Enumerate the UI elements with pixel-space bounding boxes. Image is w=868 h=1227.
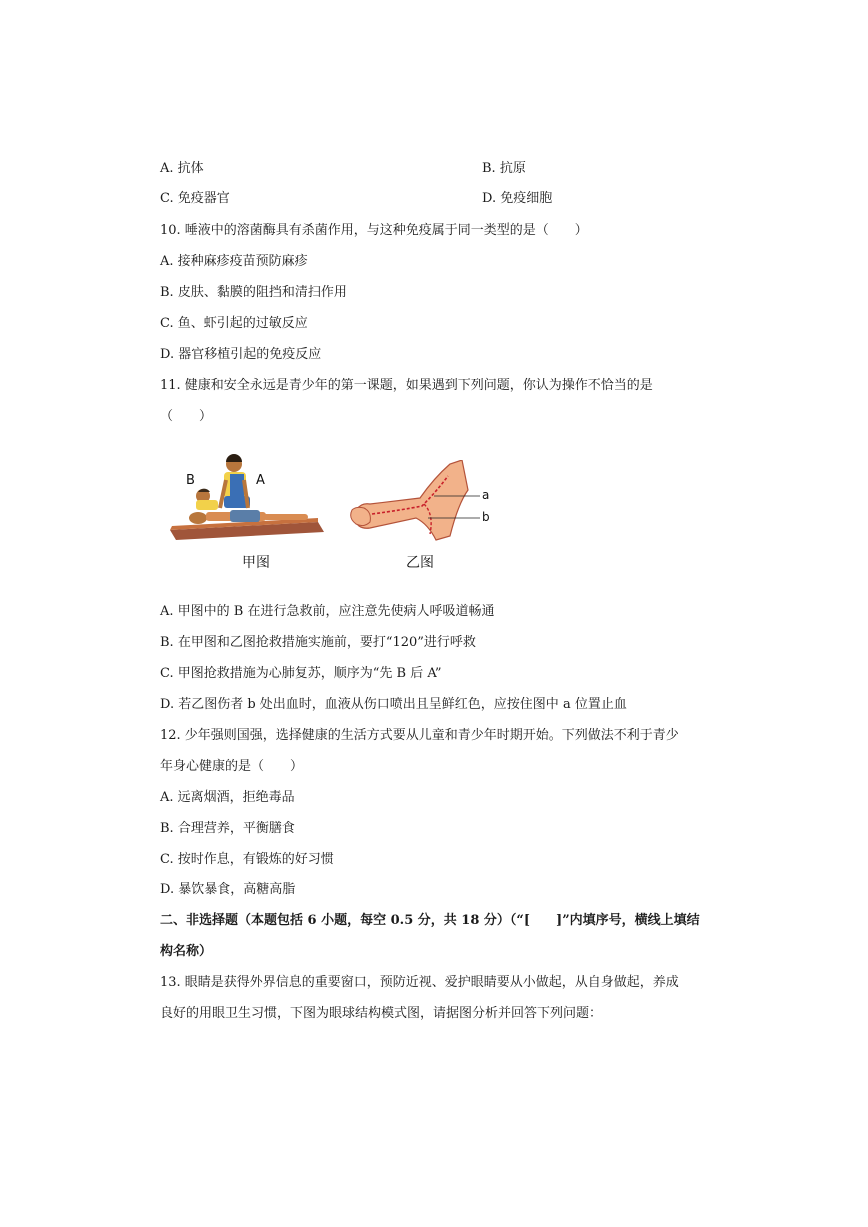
figure-caption-left: 甲图 bbox=[242, 555, 270, 571]
q10-option-c: C. 鱼、虾引起的过敏反应 bbox=[160, 316, 308, 331]
figure-label-A: A bbox=[256, 473, 265, 488]
section-heading-cont: 构名称） bbox=[160, 944, 213, 959]
q11-stem-bracket: （ ） bbox=[160, 409, 213, 424]
arm-figure-illustration bbox=[348, 460, 488, 550]
q9-option-b: B. 抗原 bbox=[482, 161, 526, 176]
q11-option-c: C. 甲图抢救措施为心肺复苏，顺序为“先 B 后 A” bbox=[160, 666, 442, 681]
q9-option-c: C. 免疫器官 bbox=[160, 191, 230, 206]
q11-option-b: B. 在甲图和乙图抢救措施实施前，要打“120”进行呼救 bbox=[160, 635, 476, 650]
q12-option-c: C. 按时作息，有锻炼的好习惯 bbox=[160, 852, 334, 867]
q11-option-a: A. 甲图中的 B 在进行急救前，应注意先使病人呼吸道畅通 bbox=[160, 604, 495, 619]
q10-option-d: D. 器官移植引起的免疫反应 bbox=[160, 347, 322, 362]
q9-option-d: D. 免疫细胞 bbox=[482, 191, 553, 206]
q12-option-a: A. 远离烟酒，拒绝毒品 bbox=[160, 790, 295, 805]
figure-caption-right: 乙图 bbox=[406, 555, 434, 571]
q10-stem: 10. 唾液中的溶菌酶具有杀菌作用，与这种免疫属于同一类型的是（ ） bbox=[160, 223, 588, 238]
figure-label-B: B bbox=[186, 473, 195, 488]
q9-option-a: A. 抗体 bbox=[160, 161, 204, 176]
q12-stem-cont: 年身心健康的是（ ） bbox=[160, 759, 304, 774]
section-heading: 二、非选择题（本题包括 6 小题，每空 0.5 分，共 18 分）（“[ ]”内填序号，横线上填结 bbox=[160, 913, 700, 928]
q12-option-d: D. 暴饮暴食，高糖高脂 bbox=[160, 882, 296, 897]
figure-label-b: b bbox=[482, 510, 490, 524]
figure-label-a: a bbox=[482, 488, 490, 502]
q11-stem: 11. 健康和安全永远是青少年的第一课题，如果遇到下列问题，你认为操作不恰当的是 bbox=[160, 378, 653, 393]
q13-stem: 13. 眼睛是获得外界信息的重要窗口，预防近视、爱护眼睛要从小做起，从自身做起，养成 bbox=[160, 975, 679, 990]
q10-option-a: A. 接种麻疹疫苗预防麻疹 bbox=[160, 254, 308, 269]
q10-option-b: B. 皮肤、黏膜的阻挡和清扫作用 bbox=[160, 285, 347, 300]
q11-option-d: D. 若乙图伤者 b 处出血时，血液从伤口喷出且呈鲜红色，应按住图中 a 位置止血 bbox=[160, 697, 627, 712]
cpr-figure-illustration bbox=[168, 452, 328, 540]
q12-option-b: B. 合理营养，平衡膳食 bbox=[160, 821, 295, 836]
q13-stem-cont: 良好的用眼卫生习惯，下图为眼球结构模式图，请据图分析并回答下列问题： bbox=[160, 1006, 603, 1021]
q12-stem: 12. 少年强则国强，选择健康的生活方式要从儿童和青少年时期开始。下列做法不利于青少 bbox=[160, 728, 679, 743]
